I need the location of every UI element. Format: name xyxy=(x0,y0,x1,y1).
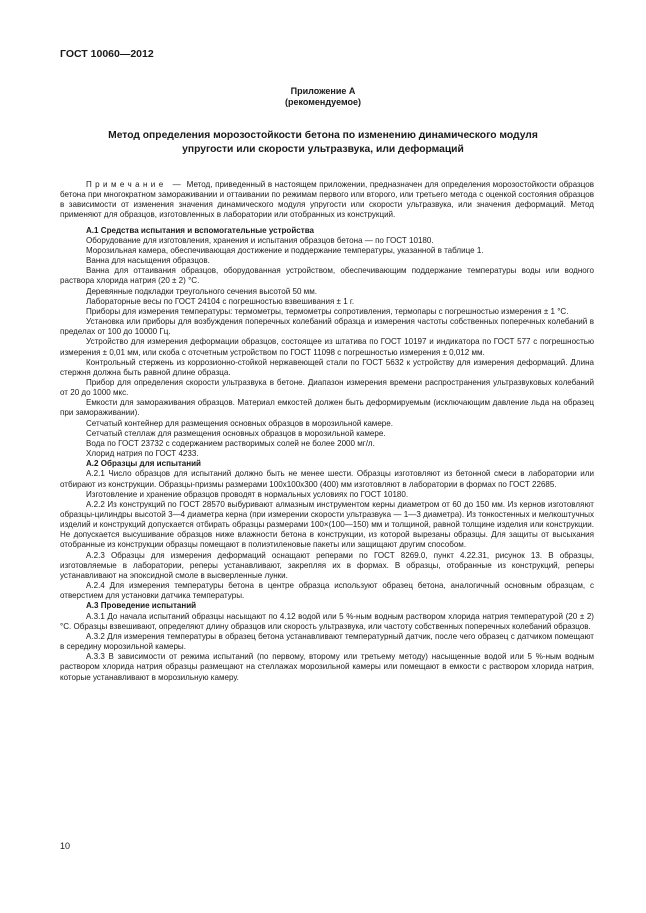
paragraph: Деревянные подкладки треугольного сечения высотой 50 мм. xyxy=(86,286,317,296)
section-a3 xyxy=(60,601,594,682)
paragraph: А.2.2 Из конструкций по ГОСТ 28570 выбуривают алмазным инструментом керны диаметром от 60 до 150 мм. Из кернов изготовляют образцы-цилиндры высотой 3—4 диаметра керна (при измерении скорости ультразвука — 1—3 диаметра). Из тонкостенных и мелкоштучных изделий и конструкций допускается отбирать образцы размерами 100×(100—150) мм и толщиной, равной толщине изделия или конструкции. Не допускается высушивание образцов ниже влажности бетона в конструкции, из которой вырезаны образцы. Для защиты от высыхания отобранные из конструкции образцы помещают в полиэтиленовые пакеты или защищают другим способом. xyxy=(60,499,594,550)
paragraph: Емкости для замораживания образцов. Материал емкостей должен быть деформируемым (исключающим давление льда на образец при замораживании). xyxy=(60,398,594,418)
section-a1 xyxy=(60,226,594,460)
paragraph: Оборудование для изготовления, хранения и испытания образцов бетона — по ГОСТ 10180. xyxy=(86,235,434,245)
paragraph: Сетчатый стеллаж для размещения основных образцов в морозильной камере. xyxy=(86,428,386,438)
paragraph: А.2.4 Для измерения температуры бетона в центре образца используют образец бетона, аналогичный основным образцам, с отверстием для установки датчика температуры. xyxy=(60,581,594,601)
paragraph: Прибор для определения скорости ультразвука в бетоне. Диапазон измерения времени распространения ультразвуковых колебаний от 20 до 1000 мкс. xyxy=(60,377,594,398)
paragraph: Сетчатый контейнер для размещения основных образцов в морозильной камере. xyxy=(86,418,393,428)
document-body xyxy=(60,180,594,683)
standard-header: ГОСТ 10060—2012 xyxy=(60,48,154,60)
paragraph: Вода по ГОСТ 23732 с содержанием растворимых солей не более 2000 мг/л. xyxy=(86,438,375,448)
section-heading: А.3 Проведение испытаний xyxy=(86,601,197,611)
note-paragraph xyxy=(60,180,594,221)
document-title: Метод определения морозостойкости бетона по изменению динамического модуля упругости или скорости ультразвука, или деформаций xyxy=(108,130,538,155)
paragraph: А.2.1 Число образцов для испытаний должно быть не менее шести. Образцы изготовляют из бетонной смеси в лаборатории или отбирают из конструкции. Образцы-призмы размерами 100х100х300 (400) мм изготовляют в лаборатории в формах по ГОСТ 22685. xyxy=(60,469,594,489)
paragraph: А.3.2 Для измерения температуры в образец бетона устанавливают температурный датчик, после чего образец с датчиком помещают в середину морозильной камеры. xyxy=(60,631,594,652)
section-heading: А.2 Образцы для испытаний xyxy=(86,459,202,469)
paragraph: Устройство для измерения деформации образцов, состоящее из штатива по ГОСТ 10197 и индикатора по ГОСТ 577 с погрешностью измерения ± 0,01 мм, или скоба с отсчетным устройством по ГОСТ 11098 с погрешностью измерения ± 0,012 мм. xyxy=(60,337,594,357)
paragraph: Контрольный стержень из коррозионно-стойкой нержавеющей стали по ГОСТ 5632 к устройству для измерения деформаций. Длина стержня должна быть равной длине образца. xyxy=(60,357,594,377)
section-heading: А.1 Средства испытания и вспомогательные устройства xyxy=(86,225,315,235)
paragraph: Морозильная камера, обеспечивающая достижение и поддержание температуры, указанной в таблице 1. xyxy=(86,245,484,255)
paragraph: А.3.1 До начала испытаний образцы насыщают по 4.12 водой или 5 %-ным водным раствором хлорида натрия температурой (20 ± 2) °С. Образцы взвешивают, определяют длину образцов или скорость ультразвука, или частоту собственных поперечных колебаний образцов. xyxy=(60,611,594,631)
appendix-title: Приложение А xyxy=(290,86,356,96)
paragraph: А.3.3 В зависимости от режима испытаний (по первому, второму или третьему методу) насыщенные водой или 5 %-ным водным раствором хлорида натрия образцы размещают на стеллажах морозильной камеры или помещают в емкости с раствором хлорида натрия, которые устанавливают в морозильную камеру. xyxy=(60,652,594,682)
paragraph: Ванна для оттаивания образцов, оборудованная устройством, обеспечивающим поддержание температуры воды или водного раствора хлорида натрия (20 ± 2) °С. xyxy=(60,266,594,286)
note-label: Примечание — xyxy=(86,180,185,189)
paragraph: Изготовление и хранение образцов проводят в нормальных условиях по ГОСТ 10180. xyxy=(86,489,409,499)
appendix-status: (рекомендуемое) xyxy=(285,97,361,107)
paragraph: Установка или приборы для возбуждения поперечных колебаний образца и измерения частоты собственных поперечных колебаний в пределах от 100 до 10000 Гц. xyxy=(60,317,594,337)
page-number: 10 xyxy=(60,841,71,851)
paragraph: Хлорид натрия по ГОСТ 4233. xyxy=(86,449,199,459)
paragraph: Приборы для измерения температуры: термометры, термометры сопротивления, термопары с погрешностью измерения ± 1 °С. xyxy=(86,306,569,316)
section-a2 xyxy=(60,459,594,601)
note-text: Метод, приведенный в настоящем приложении, предназначен для определения морозостойкости образцов бетона при многократном замораживании и оттаивании по режимам первого или второго, или третьего метода с оценкой состояния образцов в зависимости от изменения значения динамического модуля упругости или скорости ультразвука, или значения деформаций. Метод применяют для образцов, изготовленных в лаборатории или отобранных из конструкций. xyxy=(60,180,594,220)
paragraph: Лабораторные весы по ГОСТ 24104 с погрешностью взвешивания ± 1 г. xyxy=(86,296,355,306)
paragraph: А.2.3 Образцы для измерения деформаций оснащают реперами по ГОСТ 8269.0, пункт 4.22.31, рисунок 13. В образцы, изготовляемые в лаборатории, реперы устанавливают, закрепляя их в формах. В образцы, отобранные из конструкций, реперы устанавливают на эпоксидной смоле в высверленные лунки. xyxy=(60,550,594,580)
paragraph: Ванна для насыщения образцов. xyxy=(86,256,210,266)
